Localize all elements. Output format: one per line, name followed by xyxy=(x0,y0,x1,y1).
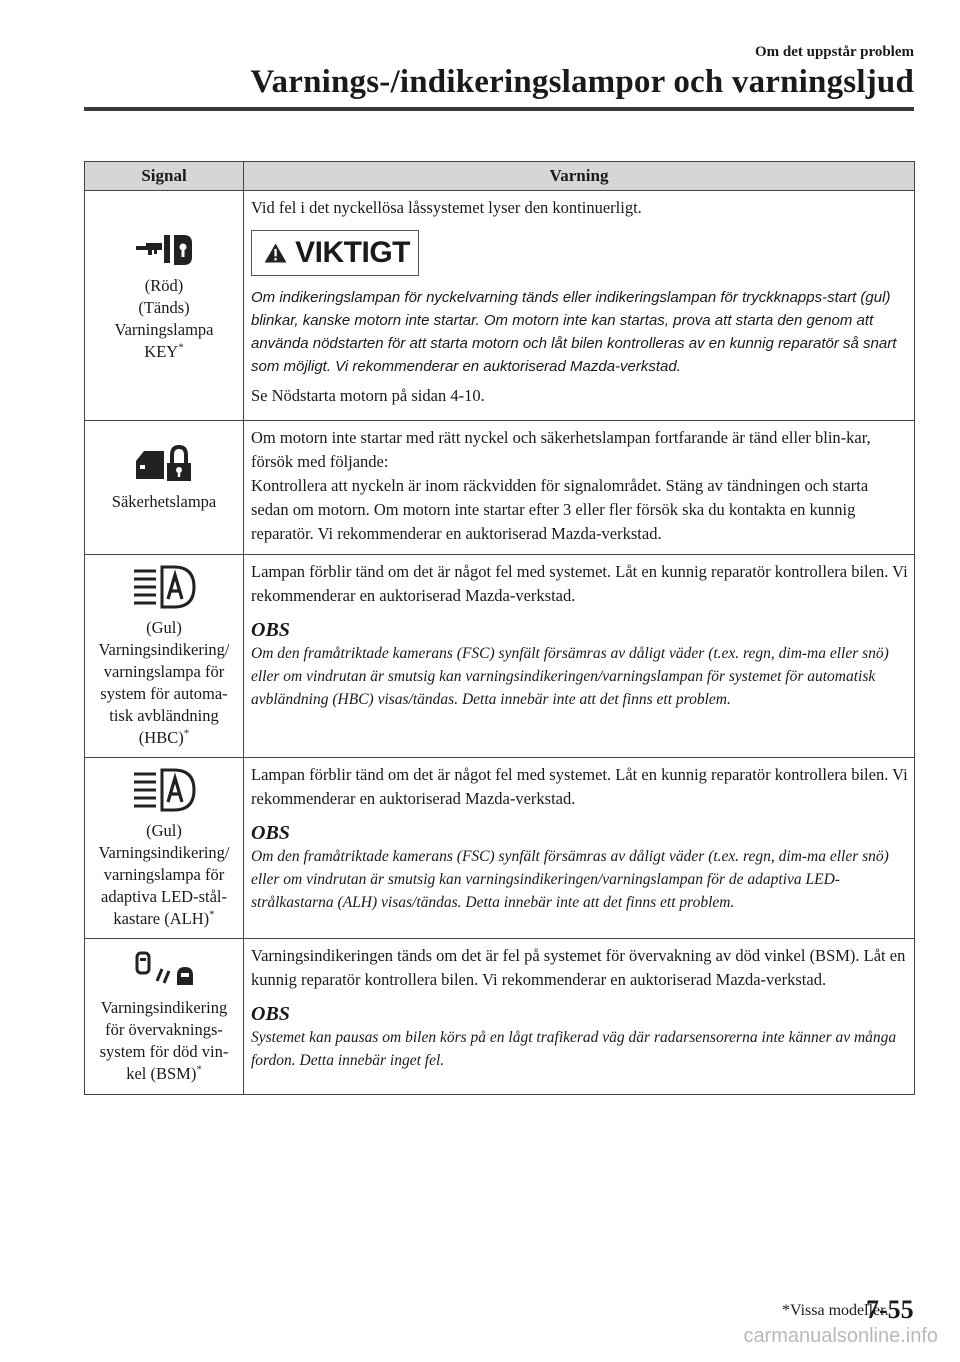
page-title: Varnings-/indikeringslampor och varningsljud xyxy=(250,64,914,100)
warning-text: Om motorn inte startar med rätt nyckel och säkerhetslampan fortfarande är tänd eller blin-kar, försök med följande: xyxy=(251,428,871,471)
important-callout xyxy=(251,230,419,276)
signal-cell xyxy=(85,939,244,1095)
note-label: OBS xyxy=(251,822,290,844)
footnote: *Vissa modeller. xyxy=(782,1302,889,1319)
table-row xyxy=(85,555,915,758)
note-label: OBS xyxy=(251,619,290,641)
important-text: Om indikeringslampan för nyckelvarning tänds eller indikeringslampan för tryckknapps-start (gul) blinkar, kanske motorn inte startar. Om motorn inte kan startas, prova att starta den genom att använda nödstarten för att starta motorn och låt bilen kontrolleras av en kunnig reparatör så snart som möjligt. Vi rekommenderar en auktoriserad Mazda-verkstad. xyxy=(251,289,897,375)
warning-text: Lampan förblir tänd om det är något fel med systemet. Låt en kunnig reparatör kontrollera bilen. Vi rekommenderar en auktoriserad Mazda-verkstad. xyxy=(251,765,908,808)
signal-line: system för död vin- xyxy=(99,1042,229,1061)
warning-text: Varningsindikeringen tänds om det är fel på systemet för övervakning av död vinkel (BSM). Låt en kunnig reparatör kontrollera bilen. Vi rekommenderar en auktoriserad Mazda-verkstad. xyxy=(251,946,906,989)
warning-triangle-icon xyxy=(264,238,287,268)
warning-cell xyxy=(244,758,915,939)
warning-cell xyxy=(244,555,915,758)
auto-high-beam-icon xyxy=(130,563,198,609)
signal-cell xyxy=(85,191,244,421)
header-divider xyxy=(84,107,914,111)
note-text: Om den framåtriktade kamerans (FSC) synfält försämras av dåligt väder (t.ex. regn, dim-ma eller snö) eller om vindrutan är smutsig kan varningsindikeringen/varningslampan för systemet för automatisk avbländning (HBC) visas/tändas. Detta innebär inte att det finns ett problem. xyxy=(251,645,889,708)
note-text: Om den framåtriktade kamerans (FSC) synfält försämras av dåligt väder (t.ex. regn, dim-ma eller snö) eller om vindrutan är smutsig kan varningsindikeringen/varningslampan för de adaptiva LED-strålkastarna (ALH) visas/tändas. Detta innebär inte att det finns ett problem. xyxy=(251,848,889,911)
warning-cell xyxy=(244,421,915,555)
signal-line: varningslampa för xyxy=(103,865,225,884)
table-row xyxy=(85,191,915,421)
signal-line: Varningsindikering xyxy=(100,998,228,1017)
signal-cell xyxy=(85,421,244,555)
signal-line-key: KEY* xyxy=(144,341,184,361)
signal-line: kel (BSM)* xyxy=(126,1063,202,1083)
note-label: OBS xyxy=(251,1003,290,1025)
warning-text-2: Kontrollera att nyckeln är inom räckvidden för signalområdet. Stäng av tändningen och starta sedan om motorn. Om motorn inte startar efter 3 eller fler försök ska du kontakta en kunnig reparatör. Vi rekommenderar en auktoriserad Mazda-verkstad. xyxy=(251,476,869,543)
reference-text: Se Nödstarta motorn på sidan 4-10. xyxy=(251,386,485,405)
security-lock-car-icon xyxy=(134,443,194,483)
signal-line: adaptiva LED-stål- xyxy=(101,887,227,906)
signal-line: system för automa- xyxy=(100,684,228,703)
signal-line-color: (Gul) xyxy=(146,821,182,840)
signal-cell xyxy=(85,758,244,939)
warning-cell xyxy=(244,191,915,421)
table-row xyxy=(85,421,915,555)
signal-line-color: (Gul) xyxy=(146,618,182,637)
adaptive-led-headlight-icon xyxy=(130,766,198,812)
warning-text: Lampan förblir tänd om det är något fel med systemet. Låt en kunnig reparatör kontrollera bilen. Vi rekommenderar en auktoriserad Mazda-verkstad. xyxy=(251,562,908,605)
column-header-signal: Signal xyxy=(85,162,244,191)
warning-text: Vid fel i det nyckellösa låssystemet lyser den kontinuerligt. xyxy=(251,198,642,217)
table-header-row xyxy=(85,162,915,191)
warning-cell xyxy=(244,939,915,1095)
column-header-warning: Varning xyxy=(244,162,915,191)
signal-line-state: (Tänds) xyxy=(138,298,190,317)
signal-line-color: (Röd) xyxy=(144,276,184,295)
important-label: VIKTIGT xyxy=(295,236,410,269)
signal-line: för övervaknings- xyxy=(105,1020,223,1039)
watermark: carmanualsonline.info xyxy=(743,1325,938,1347)
signal-line: Varningsindikering/ xyxy=(98,843,230,862)
signal-line-name: Varningslampa xyxy=(114,320,214,339)
note-text: Systemet kan pausas om bilen körs på en lågt trafikerad väg där radarsensorerna inte känner av många fordon. Detta innebär inget fel. xyxy=(251,1029,897,1069)
signal-line: (HBC)* xyxy=(138,727,190,747)
page-number: 7-55 xyxy=(866,1295,914,1324)
signal-line: Varningsindikering/ xyxy=(98,640,230,659)
key-warning-icon xyxy=(134,231,194,267)
blind-spot-monitoring-icon xyxy=(129,949,199,989)
signal-line: varningslampa för xyxy=(103,662,225,681)
table-row xyxy=(85,758,915,939)
signal-line: tisk avbländning xyxy=(109,706,219,725)
signal-cell xyxy=(85,555,244,758)
warning-lamp-table xyxy=(84,161,915,1095)
table-row xyxy=(85,939,915,1095)
signal-line: kastare (ALH)* xyxy=(113,908,215,928)
section-heading: Om det uppstår problem xyxy=(754,44,914,60)
signal-line-name: Säkerhetslampa xyxy=(111,492,217,511)
